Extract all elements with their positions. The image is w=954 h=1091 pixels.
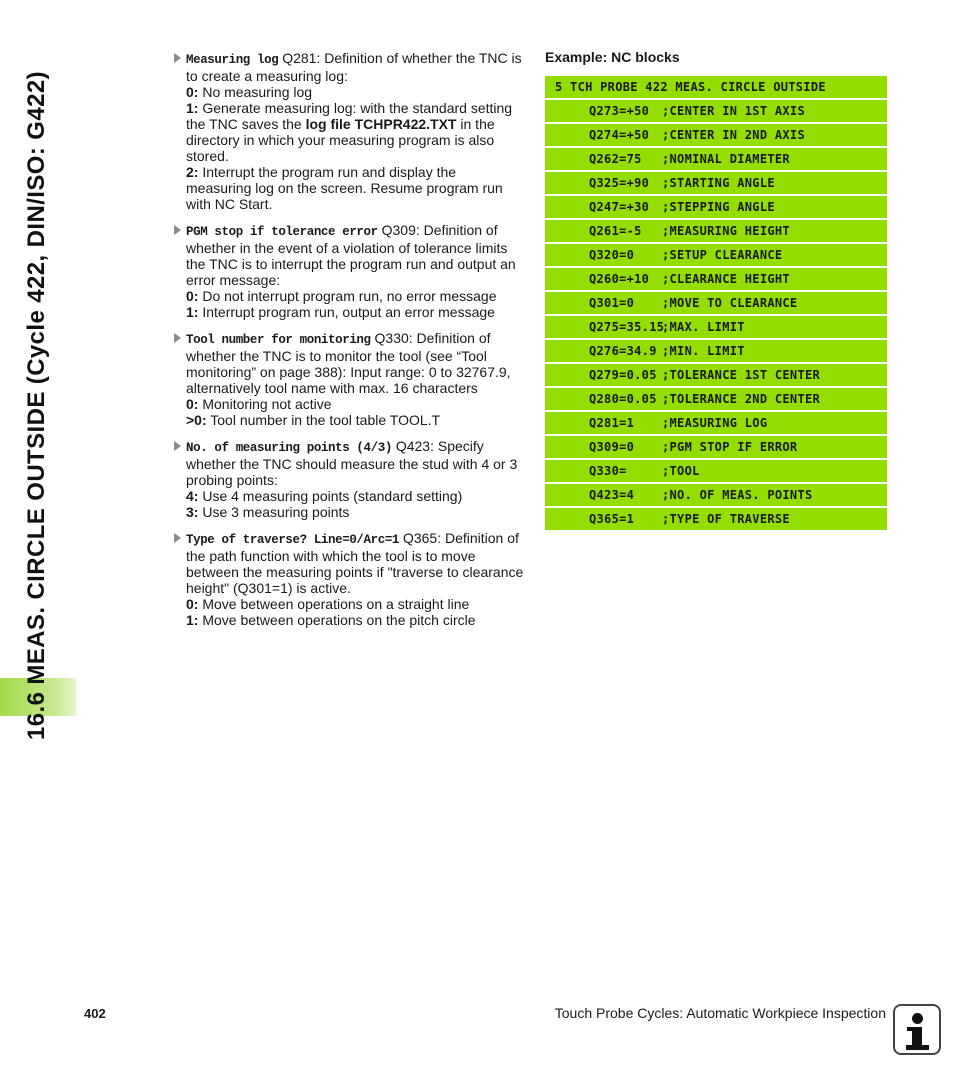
- option-text: Move between operations on a straight line: [198, 596, 470, 612]
- option-line: [186, 164, 503, 212]
- nc-param-comment: ;TYPE OF TRAVERSE: [662, 512, 790, 526]
- nc-param-code: Q260=+10: [589, 272, 650, 286]
- nc-block-row: [545, 340, 887, 362]
- param-name: Measuring log: [186, 53, 279, 67]
- option-line: [186, 488, 462, 504]
- nc-param-comment: ;MAX. LIMIT: [662, 320, 745, 334]
- nc-param-comment: ;TOOL: [662, 464, 700, 478]
- nc-block-row: [545, 124, 887, 146]
- param-name: Type of traverse? Line=0/Arc=1: [186, 533, 400, 547]
- nc-block-row: [545, 316, 887, 338]
- nc-block-header: 5 TCH PROBE 422 MEAS. CIRCLE OUTSIDE: [545, 76, 887, 98]
- nc-param-code: Q320=0: [589, 248, 635, 262]
- nc-param-code: Q247=+30: [589, 200, 650, 214]
- bullet-arrow-icon: [174, 333, 181, 343]
- nc-block-row: [545, 484, 887, 506]
- bullet-arrow-icon: [174, 225, 181, 235]
- option-key: 4:: [186, 488, 199, 504]
- option-text: Move between operations on the pitch circle: [198, 612, 476, 628]
- nc-block-row: [545, 244, 887, 266]
- param-name: PGM stop if tolerance error: [186, 225, 378, 239]
- log-file-name: log file TCHPR422.TXT: [305, 116, 457, 132]
- option-key: 1:: [186, 612, 199, 628]
- nc-param-code: Q273=+50: [589, 104, 650, 118]
- param-tool-number: [172, 330, 524, 428]
- option-line: [186, 396, 332, 412]
- param-description: Q309: Definition of whether in the event of a violation of tolerance limits the TNC is to interrupt the program run and output an error message:: [186, 222, 516, 288]
- option-line: [186, 412, 440, 428]
- option-line: [186, 84, 312, 100]
- param-pgm-stop: [172, 222, 524, 320]
- option-line: [186, 288, 496, 304]
- option-line: [186, 504, 349, 520]
- option-text: Use 4 measuring points (standard setting): [198, 488, 463, 504]
- nc-param-comment: ;STARTING ANGLE: [662, 176, 775, 190]
- nc-param-code: Q365=1: [589, 512, 635, 526]
- nc-block-row: [545, 292, 887, 314]
- param-description: Q423: Specify whether the TNC should measure the stud with 4 or 3 probing points:: [186, 438, 518, 488]
- nc-param-code: Q279=0.05: [589, 368, 657, 382]
- option-key: 2:: [186, 164, 199, 180]
- nc-param-code: Q276=34.9: [589, 344, 657, 358]
- nc-block-row: [545, 268, 887, 290]
- nc-param-comment: ;NO. OF MEAS. POINTS: [662, 488, 813, 502]
- footer-title: Touch Probe Cycles: Automatic Workpiece Inspection: [554, 1005, 886, 1021]
- param-description: Q330: Definition of whether the TNC is to monitor the tool (see “Tool monitoring” on page 388): Input range: 0 to 32767.9, alternatively tool name with max. 16 characters: [186, 330, 511, 396]
- nc-block-row: [545, 412, 887, 434]
- param-description: Q365: Definition of the path function with which the tool is to move between the measuring points if "traverse to clearance height" (Q301=1) is active.: [186, 530, 524, 596]
- bullet-arrow-icon: [174, 441, 181, 451]
- nc-param-code: Q330=: [589, 464, 627, 478]
- option-key: 0:: [186, 84, 199, 100]
- nc-block-row: [545, 436, 887, 458]
- nc-param-comment: ;CENTER IN 2ND AXIS: [662, 128, 805, 142]
- nc-block-row: [545, 508, 887, 530]
- nc-block-row: [545, 100, 887, 122]
- option-key: >0:: [186, 412, 207, 428]
- nc-param-comment: ;MOVE TO CLEARANCE: [662, 296, 798, 310]
- param-name: Tool number for monitoring: [186, 333, 371, 347]
- option-key: 3:: [186, 504, 199, 520]
- example-heading: Example: NC blocks: [545, 49, 680, 65]
- param-name: No. of measuring points (4/3): [186, 441, 392, 455]
- nc-param-code: Q261=-5: [589, 224, 642, 238]
- section-title: 16.6 MEAS. CIRCLE OUTSIDE (Cycle 422, DIN/ISO: G422): [23, 71, 50, 740]
- option-line: [186, 304, 495, 320]
- nc-param-comment: ;MEASURING HEIGHT: [662, 224, 790, 238]
- option-text: No measuring log: [198, 84, 313, 100]
- nc-param-code: Q262=75: [589, 152, 642, 166]
- option-text: Interrupt program run, output an error message: [198, 304, 495, 320]
- nc-block-row: [545, 196, 887, 218]
- nc-param-comment: ;PGM STOP IF ERROR: [662, 440, 798, 454]
- nc-block-row: [545, 388, 887, 410]
- bullet-arrow-icon: [174, 533, 181, 543]
- bullet-arrow-icon: [174, 53, 181, 63]
- option-key: 1:: [186, 100, 199, 116]
- option-key: 0:: [186, 596, 199, 612]
- option-text-tail: in the directory in which your measuring program is also stored.: [186, 116, 495, 164]
- info-icon: [893, 1004, 941, 1055]
- nc-block-row: [545, 460, 887, 482]
- option-line: [186, 100, 512, 164]
- nc-block-list: [545, 76, 887, 532]
- nc-param-comment: ;SETUP CLEARANCE: [662, 248, 783, 262]
- nc-block-row: [545, 172, 887, 194]
- param-description: Q281: Definition of whether the TNC is to create a measuring log:: [186, 50, 522, 84]
- nc-param-comment: ;MIN. LIMIT: [662, 344, 745, 358]
- option-text: Use 3 measuring points: [198, 504, 350, 520]
- option-text: Tool number in the tool table TOOL.T: [206, 412, 441, 428]
- param-measuring-points: [172, 438, 524, 520]
- nc-param-comment: ;MEASURING LOG: [662, 416, 768, 430]
- param-traverse-type: [172, 530, 524, 628]
- page-number: 402: [84, 1006, 106, 1021]
- nc-param-comment: ;STEPPING ANGLE: [662, 200, 775, 214]
- nc-block-row: [545, 364, 887, 386]
- nc-param-comment: ;TOLERANCE 1ST CENTER: [662, 368, 821, 382]
- nc-param-code: Q280=0.05: [589, 392, 657, 406]
- nc-param-code: Q275=35.15: [589, 320, 665, 334]
- nc-block-row: [545, 220, 887, 242]
- option-key: 0:: [186, 288, 199, 304]
- nc-param-code: Q274=+50: [589, 128, 650, 142]
- nc-block-row: [545, 148, 887, 170]
- nc-param-code: Q309=0: [589, 440, 635, 454]
- option-text: Do not interrupt program run, no error message: [198, 288, 497, 304]
- nc-param-code: Q325=+90: [589, 176, 650, 190]
- nc-param-code: Q423=4: [589, 488, 635, 502]
- option-text: Generate measuring log: with the standard setting the TNC saves the: [186, 100, 513, 132]
- option-key: 0:: [186, 396, 199, 412]
- nc-param-code: Q301=0: [589, 296, 635, 310]
- nc-param-comment: ;NOMINAL DIAMETER: [662, 152, 790, 166]
- option-text: Interrupt the program run and display the measuring log on the screen. Resume program run with NC Start.: [186, 164, 503, 212]
- option-line: [186, 612, 476, 628]
- option-line: [186, 596, 469, 612]
- nc-param-code: Q281=1: [589, 416, 635, 430]
- option-text: Monitoring not active: [198, 396, 332, 412]
- param-measuring-log: [172, 50, 524, 212]
- nc-param-comment: ;TOLERANCE 2ND CENTER: [662, 392, 821, 406]
- parameter-list: [172, 50, 524, 638]
- nc-param-comment: ;CLEARANCE HEIGHT: [662, 272, 790, 286]
- nc-param-comment: ;CENTER IN 1ST AXIS: [662, 104, 805, 118]
- option-key: 1:: [186, 304, 199, 320]
